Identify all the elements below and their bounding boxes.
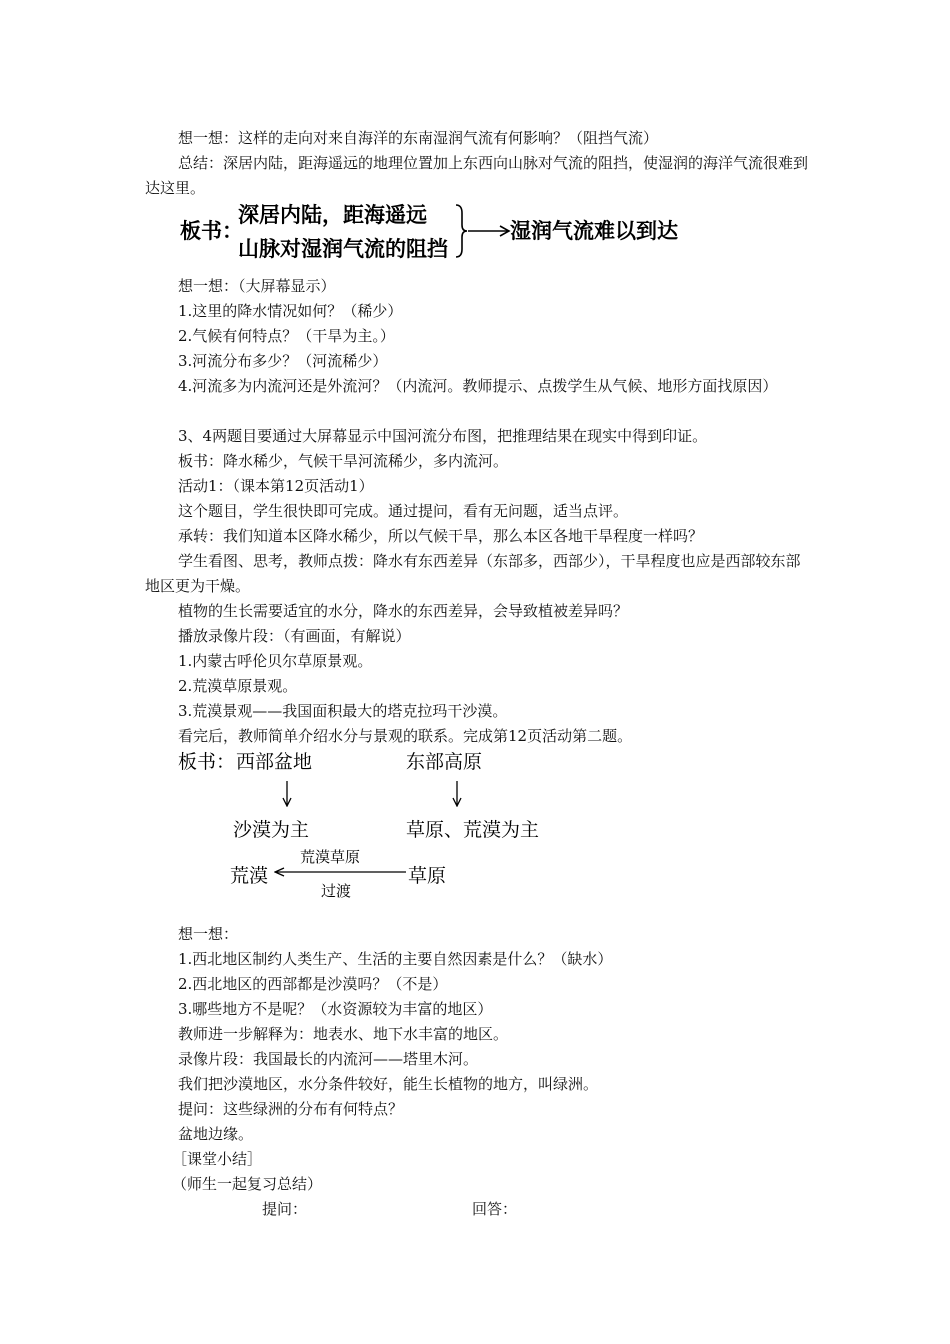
board-transition-bottom: 过渡 [321,882,352,900]
paragraph: 播放录像片段：（有画面，有解说） [178,627,411,645]
answer-label: 回答： [472,1200,518,1218]
paragraph: 2.气候有何特点？（干旱为主。） [178,327,395,345]
paragraph: 想一想： [178,925,239,943]
paragraph: 1.这里的降水情况如何？（稀少） [178,302,403,320]
question-label: 提问： [262,1200,308,1218]
board-grassland: 草原 [408,865,447,887]
board-west-result: 沙漠为主 [233,819,310,841]
paragraph: 3.河流分布多少？（河流稀少） [178,352,388,370]
paragraph: 教师进一步解释为：地表水、地下水丰富的地区。 [178,1025,509,1043]
board-desert: 荒漠 [230,865,269,887]
board-west: 西部盆地 [236,751,313,773]
paragraph: 这个题目，学生很快即可完成。通过提问，看有无问题，适当点评。 [178,502,629,520]
paragraph: （师生一起复习总结） [172,1175,323,1193]
paragraph: 2.西北地区的西部都是沙漠吗？（不是） [178,975,448,993]
paragraph: 植物的生长需要适宜的水分，降水的东西差异，会导致植被差异吗？ [178,602,629,620]
brace-arrow-icon [452,201,512,261]
paragraph: 盆地边缘。 [178,1125,254,1143]
arrow-down-icon [450,781,464,807]
paragraph: 活动1：（课本第12页活动1） [178,477,374,495]
paragraph: 4.河流多为内流河还是外流河？（内流河。教师提示、点拨学生从气候、地形方面找原因） [178,377,778,395]
paragraph: 板书：降水稀少，气候干旱河流稀少，多内流河。 [178,452,509,470]
paragraph: 想一想：（大屏幕显示） [178,277,336,295]
paragraph: 录像片段：我国最长的内流河——塔里木河。 [178,1050,479,1068]
paragraph: 我们把沙漠地区，水分条件较好，能生长植物的地方，叫绿洲。 [178,1075,599,1093]
board-result: 湿润气流难以到达 [510,219,678,243]
arrow-down-icon [280,781,294,807]
board-transition-top: 荒漠草原 [300,848,361,866]
paragraph: 想一想：这样的走向对来自海洋的东南湿润气流有何影响？（阻挡气流） [178,129,659,147]
section-heading: ［课堂小结］ [172,1150,263,1168]
paragraph: 提问：这些绿洲的分布有何特点？ [178,1100,404,1118]
board-east-result: 草原、荒漠为主 [406,819,540,841]
board-east: 东部高原 [406,751,483,773]
paragraph: 1.内蒙古呼伦贝尔草原景观。 [178,652,373,670]
paragraph: 看完后，教师简单介绍水分与景观的联系。完成第12页活动第二题。 [178,727,633,745]
board-line-1: 深居内陆，距海遥远 [238,203,427,227]
paragraph: 1.西北地区制约人类生产、生活的主要自然因素是什么？（缺水） [178,950,613,968]
paragraph: 承转：我们知道本区降水稀少，所以气候干旱，那么本区各地干旱程度一样吗？ [178,527,704,545]
board-line-2: 山脉对湿润气流的阻挡 [238,237,448,261]
paragraph: 3.荒漠景观——我国面积最大的塔克拉玛干沙漠。 [178,702,508,720]
board-label: 板书： [178,751,236,773]
paragraph: 3.哪些地方不是呢？（水资源较为丰富的地区） [178,1000,493,1018]
paragraph: 总结：深居内陆，距海遥远的地理位置加上东西向山脉对气流的阻挡，使湿润的海洋气流很难到达这里。 [145,154,809,197]
paragraph: 学生看图、思考，教师点拨：降水有东西差异（东部多，西部少），干旱程度也应是西部较东部地区更为干燥。 [145,552,801,595]
paragraph: 3、4两题目要通过大屏幕显示中国河流分布图，把推理结果在现实中得到印证。 [178,427,708,445]
paragraph: 2.荒漠草原景观。 [178,677,298,695]
board-diagram-1 [180,195,700,267]
board-label: 板书： [180,219,243,243]
arrow-left-icon [274,865,408,879]
board-diagram-2 [178,745,578,900]
